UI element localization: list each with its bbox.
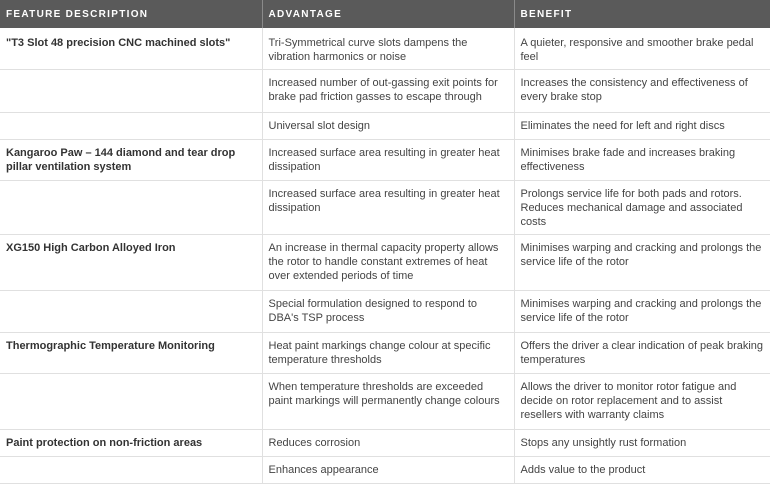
benefit-cell: Adds value to the product: [514, 457, 770, 484]
table-row: [0, 113, 770, 140]
advantage-cell: Increased number of out-gassing exit points for brake pad friction gasses to escape through: [262, 70, 514, 113]
feature-cell: [0, 70, 262, 113]
advantage-cell: When temperature thresholds are exceeded paint markings will permanently change colours: [262, 374, 514, 430]
table-row: [0, 70, 770, 113]
feature-cell: [0, 374, 262, 430]
feature-cell: Kangaroo Paw – 144 diamond and tear drop pillar ventilation system: [0, 140, 262, 181]
table-row: [0, 291, 770, 333]
benefit-cell: Offers the driver a clear indication of peak braking temperatures: [514, 333, 770, 374]
benefit-cell: Eliminates the need for left and right discs: [514, 113, 770, 140]
benefit-cell: Allows the driver to monitor rotor fatigue and decide on rotor replacement and to assist resellers with warranty claims: [514, 374, 770, 430]
table-row: [0, 333, 770, 374]
benefit-cell: Minimises warping and cracking and prolongs the service life of the rotor: [514, 235, 770, 291]
table-row: [0, 430, 770, 457]
feature-cell: XG150 High Carbon Alloyed Iron: [0, 235, 262, 291]
feature-cell: "T3 Slot 48 precision CNC machined slots": [0, 28, 262, 70]
benefit-cell: Minimises brake fade and increases braking effectiveness: [514, 140, 770, 181]
header-advantage: ADVANTAGE: [262, 0, 514, 28]
table-row: [0, 28, 770, 70]
header-benefit: BENEFIT: [514, 0, 770, 28]
advantage-cell: Reduces corrosion: [262, 430, 514, 457]
benefit-cell: A quieter, responsive and smoother brake pedal feel: [514, 28, 770, 70]
feature-cell: Paint protection on non-friction areas: [0, 430, 262, 457]
advantage-cell: Tri-Symmetrical curve slots dampens the vibration harmonics or noise: [262, 28, 514, 70]
advantage-cell: An increase in thermal capacity property allows the rotor to handle constant extremes of heat over extended periods of time: [262, 235, 514, 291]
advantage-cell: Increased surface area resulting in greater heat dissipation: [262, 181, 514, 235]
benefit-cell: Stops any unsightly rust formation: [514, 430, 770, 457]
advantage-cell: Special formulation designed to respond to DBA's TSP process: [262, 291, 514, 333]
feature-cell: [0, 181, 262, 235]
table-row: [0, 181, 770, 235]
feature-cell: [0, 113, 262, 140]
benefit-cell: Prolongs service life for both pads and rotors. Reduces mechanical damage and associated costs: [514, 181, 770, 235]
feature-cell: [0, 291, 262, 333]
advantage-cell: Heat paint markings change colour at specific temperature thresholds: [262, 333, 514, 374]
advantage-cell: Enhances appearance: [262, 457, 514, 484]
benefit-cell: Increases the consistency and effectiveness of every brake stop: [514, 70, 770, 113]
header-row: [0, 0, 770, 28]
advantage-cell: Universal slot design: [262, 113, 514, 140]
table-row: [0, 235, 770, 291]
table-row: [0, 374, 770, 430]
feature-cell: Thermographic Temperature Monitoring: [0, 333, 262, 374]
feature-cell: [0, 457, 262, 484]
advantage-cell: Increased surface area resulting in greater heat dissipation: [262, 140, 514, 181]
benefit-cell: Minimises warping and cracking and prolongs the service life of the rotor: [514, 291, 770, 333]
table-row: [0, 457, 770, 484]
header-feature-description: FEATURE DESCRIPTION: [0, 0, 262, 28]
table-row: [0, 140, 770, 181]
